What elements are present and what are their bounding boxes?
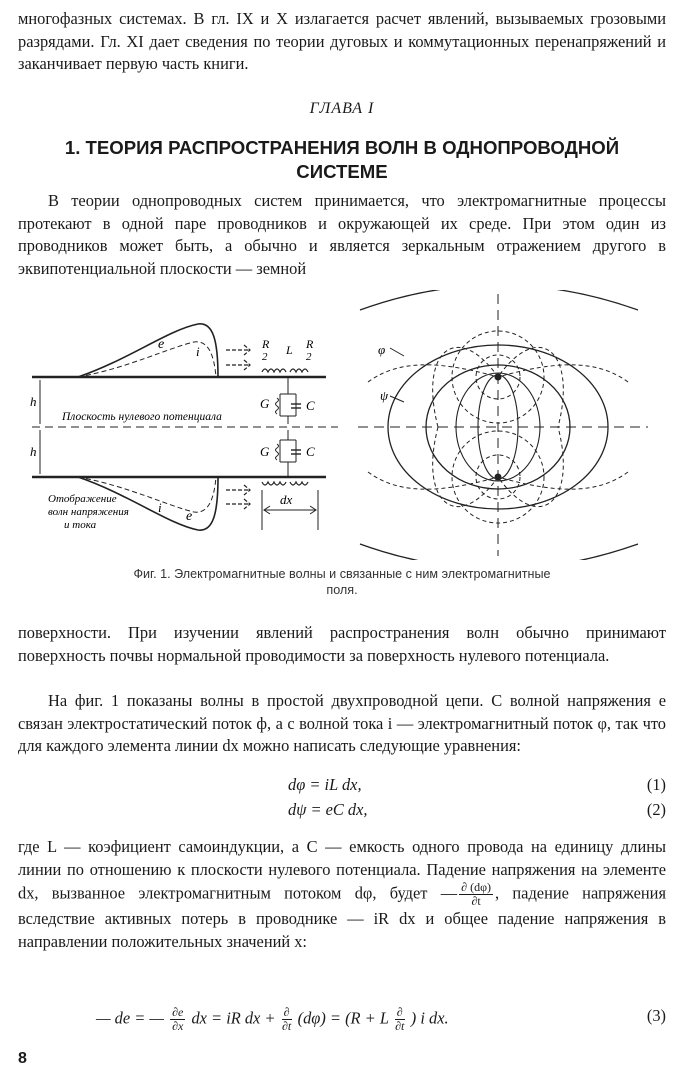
figure-caption-line1: Фиг. 1. Электромагнитные волны и связанные с ним электромагнитные <box>133 567 551 581</box>
section-heading-line1: 1. ТЕОРИЯ РАСПРОСТРАНЕНИЯ ВОЛН В ОДНОПРОВОДНОЙ <box>64 137 620 158</box>
conductor-bottom <box>495 474 501 480</box>
label-e-top: e <box>158 337 165 352</box>
psi-pointer <box>390 396 404 402</box>
label-i-top: i <box>196 344 200 359</box>
phi-pointer <box>390 348 404 356</box>
equation-3-frac3-top: ∂ <box>396 1005 403 1019</box>
equation-3-frac1-top: ∂e <box>172 1005 184 1019</box>
equation-3-frac1 <box>170 1006 185 1033</box>
equation-1-number: (1) <box>646 775 666 794</box>
section-heading <box>18 136 666 184</box>
equation-3-mid: dx = iR dx + <box>191 1008 276 1028</box>
paragraph-4-text: где L — коэфициент самоиндукции, а C — емкость одного провода на единицу длины линии по отношению к плоскости нулевого потенциала. Падение напряжения на элементе dx, вызванное электромагнитным потоком dφ, будет <box>18 837 666 903</box>
arrow-bottom-2 <box>226 499 250 509</box>
figure-caption-line2: поля. <box>326 583 358 597</box>
figure-caption <box>40 566 644 598</box>
equation-1-body: dφ = iL dx, <box>288 775 362 794</box>
arrow-bottom-1 <box>226 485 250 495</box>
equation-3-right: ) i dx. <box>410 1008 449 1028</box>
equation-3 <box>18 1002 666 1038</box>
g-element-top <box>276 398 279 414</box>
shunt-branches-bottom <box>280 440 296 462</box>
paragraph-4 <box>18 836 666 953</box>
paragraph-4-frac-top: ∂ (dφ) <box>461 880 491 895</box>
equation-3-mid2: (dφ) = (R + L <box>297 1008 389 1028</box>
label-r-den-right: 2 <box>306 351 312 363</box>
paragraph-4-dash: — <box>440 883 458 903</box>
figure-1 <box>18 290 666 560</box>
arrow-top-1 <box>226 345 250 355</box>
field-diagram <box>358 290 648 560</box>
paragraph-1: В теории однопроводных систем принимается, что электромагнитные процессы протекают в одной паре проводников и окружающей их среде. При этом один из проводников может быть, а обычно и является зеркальным отражением другого в эквипотенциальной плоскости — земной <box>18 191 666 278</box>
label-phi: φ <box>378 342 386 357</box>
equation-3-number: (3) <box>646 1006 666 1025</box>
label-mapping-1: Отображение <box>48 493 117 505</box>
equation-2 <box>18 800 666 824</box>
equation-3-frac2 <box>282 1006 292 1033</box>
paragraph-3: На фиг. 1 показаны волны в простой двухпроводной цепи. С волной напряжения e связан электростатический поток ф, а с волной тока i — электромагнитный поток φ, так что для каждого элемента линии dx можно написать следующие уравнения: <box>18 691 666 756</box>
equation-2-number: (2) <box>646 800 666 819</box>
label-g-top: G <box>260 396 270 411</box>
label-dx: dx <box>280 492 293 507</box>
label-r-den-left: 2 <box>262 351 268 363</box>
label-mapping-3: и тока <box>64 519 97 531</box>
equation-3-frac1-bottom: ∂x <box>172 1019 184 1033</box>
paragraph-2: поверхности. При изучении явлений распространения волн обычно принимают поверхность почвы нормальной проводимости за поверхность нулевого потенциала. <box>18 623 666 665</box>
label-r-num-right: R <box>306 337 314 351</box>
label-c-top: C <box>306 398 315 413</box>
label-zero-plane: Плоскость нулевого потенциала <box>62 411 222 423</box>
label-e-bottom: e <box>186 509 193 524</box>
equation-3-body <box>96 1006 449 1033</box>
equation-3-left: — de = — <box>96 1008 164 1028</box>
conductor-top <box>495 374 501 380</box>
arrow-top-2 <box>226 360 250 370</box>
label-mapping-2: волн напряжения <box>48 506 129 518</box>
label-psi: ψ <box>380 388 389 403</box>
paragraph-4-frac-bottom: ∂t <box>471 894 481 909</box>
equation-3-frac2-top: ∂ <box>283 1005 290 1019</box>
label-h-top: h <box>30 394 37 409</box>
intro-paragraph: многофазных системах. В гл. IX и X излагается расчет явлений, вызываемых грозовыми разрядами. Гл. XI дает сведения по теории дуговых и коммутационных перенапряжений и заканчивает первую часть книги. <box>18 9 666 74</box>
shunt-branches-top <box>280 394 296 416</box>
label-c-bottom: C <box>306 444 315 459</box>
dx-arrow <box>264 506 316 514</box>
paragraph-4-tail: , падение напряжения вследствие активных потерь в проводнике — iR dx и общее падение напряжения в направлении положительных значений x: <box>18 883 666 951</box>
field-line-bottom-arc <box>360 544 638 560</box>
label-h-bottom: h <box>30 444 37 459</box>
l-element-bottom <box>290 482 308 485</box>
paragraph-4-fraction <box>459 881 493 908</box>
equation-2-body: dψ = eC dx, <box>288 800 368 819</box>
chapter-label: ГЛАВА I <box>309 100 375 117</box>
page-number: 8 <box>18 1050 27 1067</box>
label-l: L <box>286 343 293 357</box>
l-element-top <box>290 369 308 372</box>
r-element-bottom <box>262 482 286 485</box>
field-line-top-arc <box>360 290 638 310</box>
label-i-bottom: i <box>158 500 162 515</box>
equation-3-frac2-bottom: ∂t <box>281 1019 292 1033</box>
equation-3-frac3 <box>395 1006 405 1033</box>
g-element-bottom <box>276 444 279 460</box>
label-r-num-left: R <box>262 337 270 351</box>
equation-1 <box>18 775 666 799</box>
equation-3-frac3-bottom: ∂t <box>395 1019 405 1033</box>
r-element-top <box>262 369 286 372</box>
label-g-bottom: G <box>260 444 270 459</box>
section-heading-line2: СИСТЕМЕ <box>296 161 388 182</box>
